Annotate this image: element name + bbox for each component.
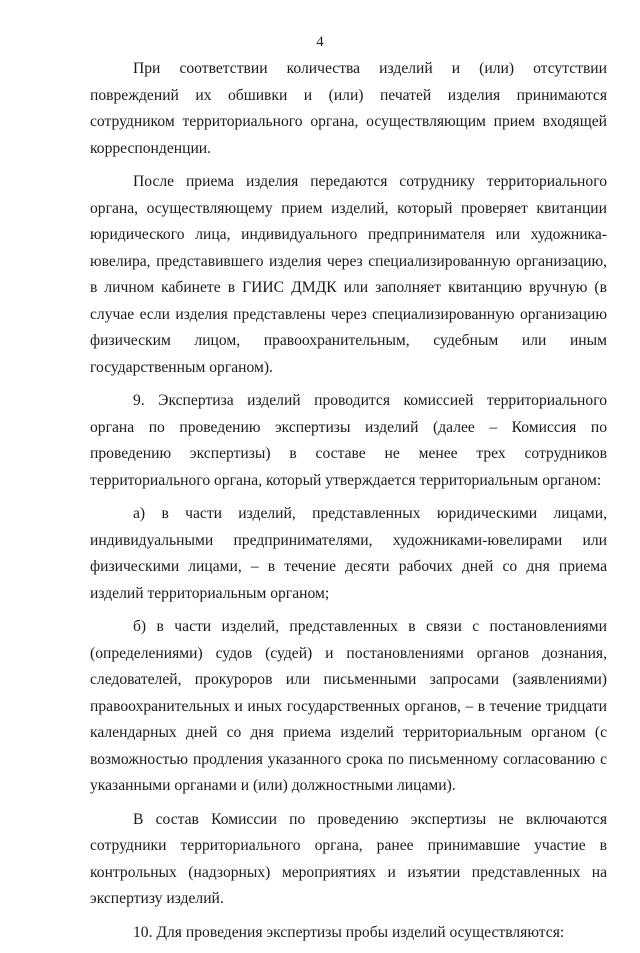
paragraph-acceptance: При соответствии количества изделий и (или) отсутствии повреждений их обшивки и (или) печатей изделия принимаются сотрудником территориального органа, осуществляющим прием входящей корреспонденции. bbox=[90, 60, 607, 157]
paragraph-commission-composition: В состав Комиссии по проведению экспертизы не включаются сотрудники территориального органа, ранее принимавшие участие в контрольных (надзорных) мероприятиях и изъятии представленных на экспертизу изделий. bbox=[90, 810, 607, 907]
page-number: 4 bbox=[316, 34, 324, 50]
paragraph-clause-9a: а) в части изделий, представленных юридическими лицами, индивидуальными предпринимателями, художниками-ювелирами или физическими лицами, – в течение десяти рабочих дней со дня приема изделий территориальным органом; bbox=[90, 505, 607, 602]
paragraph-after-acceptance: После приема изделия передаются сотруднику территориального органа, осуществляющему прием изделий, который проверяет квитанции юридического лица, индивидуального предпринимателя или художника-ювелира, представившего изделия через специализированную организацию, в личном кабинете в ГИИС ДМДК или заполняет квитанцию вручную (в случае если изделия представлены через специализированную организацию физическим лицом, правоохранительным, судебным или иным государственным органом). bbox=[90, 173, 607, 376]
paragraph-clause-9b: б) в части изделий, представленных в связи с постановлениями (определениями) судов (судей) и постановлениями органов дознания, следователей, прокуроров или письменными запросами (заявлениями) правоохранительных и иных государственных органов, – в течение тридцати календарных дней со дня приема изделий территориальным органом (с возможностью продления указанного срока по письменному согласованию с указанными органами и (или) должностными лицами). bbox=[90, 618, 607, 794]
document-body bbox=[90, 56, 607, 953]
paragraph-clause-10: 10. Для проведения экспертизы пробы изделий осуществляются: bbox=[133, 923, 565, 941]
paragraph-clause-9: 9. Экспертиза изделий проводится комиссией территориального органа по проведению экспертизы изделий (далее – Комиссия по проведению экспертизы) в составе не менее трех сотрудников территориального органа, который утверждается территориальным органом: bbox=[90, 392, 607, 489]
